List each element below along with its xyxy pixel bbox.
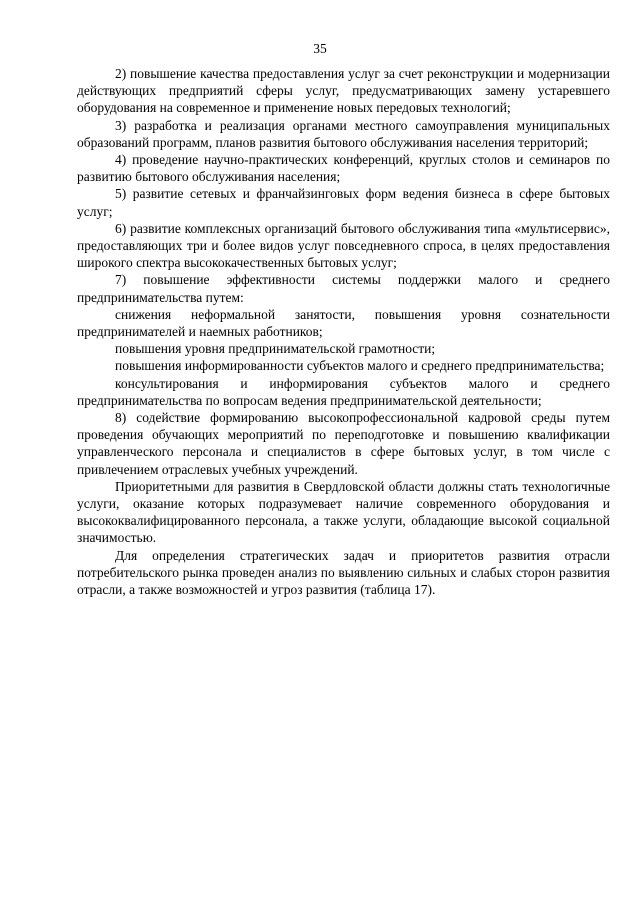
paragraph-subitem-awareness: повышения информированности субъектов малого и среднего предпринимательства; [115, 358, 605, 374]
paragraph-item-3: 3) разработка и реализация органами местного самоуправления муниципальных образований программ, планов развития бытового обслуживания населения территорий; [77, 117, 610, 150]
paragraph-subitem-consulting: консультирования и информирования субъектов малого и среднего предпринимательства по вопросам ведения предпринимательской деятельности; [77, 375, 610, 408]
paragraph-item-2: 2) повышение качества предоставления услуг за счет реконструкции и модернизации действующих предприятий сферы услуг, предусматривающих замену устаревшего оборудования на современное и применение новых передовых технологий; [77, 66, 610, 116]
paragraph-item-4: 4) проведение научно-практических конференций, круглых столов и семинаров по развитию бытового обслуживания населения; [77, 152, 610, 185]
paragraph-item-5: 5) развитие сетевых и франчайзинговых форм ведения бизнеса в сфере бытовых услуг; [77, 186, 610, 219]
paragraph-subitem-informal-employment: снижения неформальной занятости, повышения уровня сознательности предпринимателей и наемных работников; [77, 306, 610, 340]
paragraph-item-7: 7) повышение эффективности системы поддержки малого и среднего предпринимательства путем: [77, 272, 610, 305]
paragraph-priorities: Приоритетными для развития в Свердловской области должны стать технологичные услуги, оказание которых подразумевает наличие современного оборудования и высококвалифицированного персонала, а также услуги, обладающие высокой социальной значимостью. [77, 478, 610, 546]
body-text [77, 65, 610, 598]
paragraph-item-8: 8) содействие формированию высокопрофессиональной кадровой среды путем проведения обучающих мероприятий по переподготовке и повышению квалификации управленческого персонала и специалистов в сфере бытовых услуг, в том числе с привлечением отраслевых учебных учреждений. [77, 410, 610, 477]
page-number: 35 [313, 41, 327, 56]
paragraph-subitem-literacy: повышения уровня предпринимательской грамотности; [115, 341, 436, 357]
paragraph-item-6: 6) развитие комплексных организаций бытового обслуживания типа «мультисервис», предоставляющих три и более видов услуг повседневного спроса, в целях предоставления широкого спектра высококачественных бытовых услуг; [77, 220, 610, 271]
paragraph-analysis: Для определения стратегических задач и приоритетов развития отрасли потребительского рынка проведен анализ по выявлению сильных и слабых сторон развития отрасли, а также возможностей и угроз развития (таблица 17). [77, 547, 610, 598]
